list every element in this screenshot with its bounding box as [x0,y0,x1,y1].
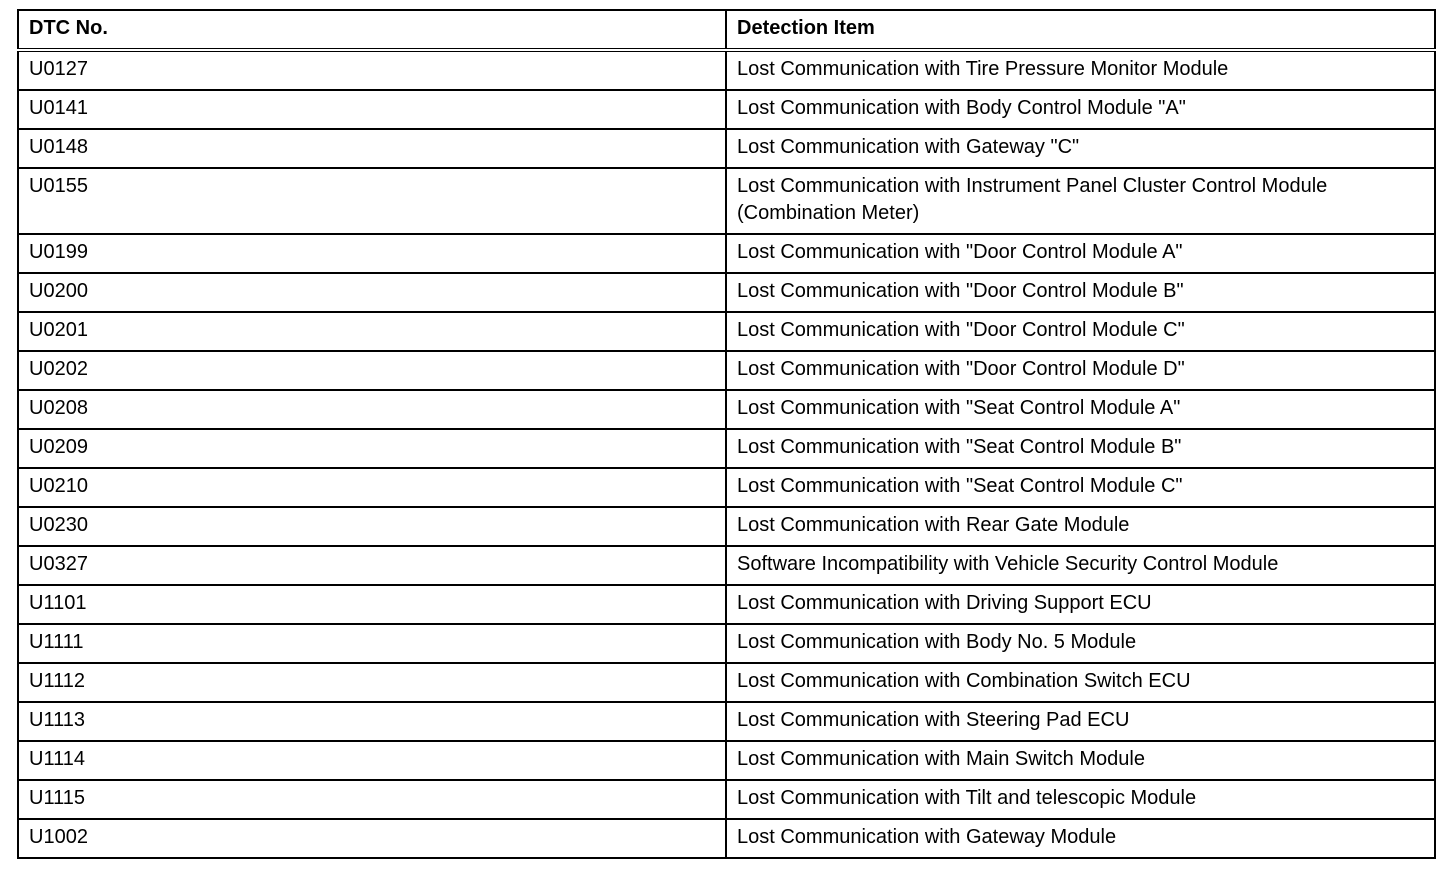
detection-item-cell: Lost Communication with "Seat Control Module B" [726,429,1435,468]
table-row [18,468,1435,507]
dtc-code-cell: U0200 [18,273,726,312]
table-row [18,585,1435,624]
detection-item-cell: Lost Communication with Combination Switch ECU [726,663,1435,702]
detection-item-cell: Lost Communication with Driving Support ECU [726,585,1435,624]
detection-item-cell: Lost Communication with "Seat Control Module C" [726,468,1435,507]
table-row [18,663,1435,702]
detection-item-cell: Software Incompatibility with Vehicle Security Control Module [726,546,1435,585]
detection-item-cell: Lost Communication with Steering Pad ECU [726,702,1435,741]
table-row [18,90,1435,129]
table-row [18,50,1435,90]
column-header-detection-item: Detection Item [726,10,1435,50]
dtc-table [17,9,1436,859]
detection-item-cell: Lost Communication with Main Switch Module [726,741,1435,780]
dtc-code-cell: U0155 [18,168,726,234]
detection-item-cell: Lost Communication with Rear Gate Module [726,507,1435,546]
dtc-code-cell: U1111 [18,624,726,663]
table-row [18,741,1435,780]
table-row [18,507,1435,546]
table-row [18,129,1435,168]
dtc-code-cell: U1101 [18,585,726,624]
dtc-code-cell: U0201 [18,312,726,351]
detection-item-cell: Lost Communication with "Seat Control Module A" [726,390,1435,429]
detection-item-cell: Lost Communication with Tilt and telescopic Module [726,780,1435,819]
dtc-code-cell: U1113 [18,702,726,741]
column-header-dtc-no: DTC No. [18,10,726,50]
table-row [18,624,1435,663]
table-header-row [18,10,1435,50]
detection-item-cell: Lost Communication with "Door Control Module D" [726,351,1435,390]
dtc-code-cell: U0230 [18,507,726,546]
table-row [18,702,1435,741]
table-row [18,351,1435,390]
dtc-code-cell: U0210 [18,468,726,507]
table-row [18,234,1435,273]
detection-item-cell: Lost Communication with "Door Control Module C" [726,312,1435,351]
dtc-code-cell: U0127 [18,50,726,90]
dtc-code-cell: U1002 [18,819,726,858]
detection-item-cell: Lost Communication with Gateway "C" [726,129,1435,168]
table-row [18,546,1435,585]
table-row [18,312,1435,351]
table-row [18,429,1435,468]
dtc-code-cell: U0199 [18,234,726,273]
table-row [18,390,1435,429]
detection-item-cell: Lost Communication with Gateway Module [726,819,1435,858]
detection-item-cell: Lost Communication with Body Control Module "A" [726,90,1435,129]
dtc-code-cell: U1114 [18,741,726,780]
detection-item-cell: Lost Communication with "Door Control Module A" [726,234,1435,273]
dtc-code-cell: U0141 [18,90,726,129]
table-row [18,168,1435,234]
table-body [18,50,1435,858]
table-row [18,273,1435,312]
dtc-code-cell: U1115 [18,780,726,819]
dtc-code-cell: U0208 [18,390,726,429]
dtc-code-cell: U1112 [18,663,726,702]
table-row [18,819,1435,858]
dtc-code-cell: U0148 [18,129,726,168]
dtc-code-cell: U0202 [18,351,726,390]
table-row [18,780,1435,819]
dtc-code-cell: U0209 [18,429,726,468]
detection-item-cell: Lost Communication with Tire Pressure Monitor Module [726,50,1435,90]
detection-item-cell: Lost Communication with Body No. 5 Module [726,624,1435,663]
dtc-code-cell: U0327 [18,546,726,585]
detection-item-cell: Lost Communication with Instrument Panel Cluster Control Module (Combination Meter) [726,168,1435,234]
detection-item-cell: Lost Communication with "Door Control Module B" [726,273,1435,312]
